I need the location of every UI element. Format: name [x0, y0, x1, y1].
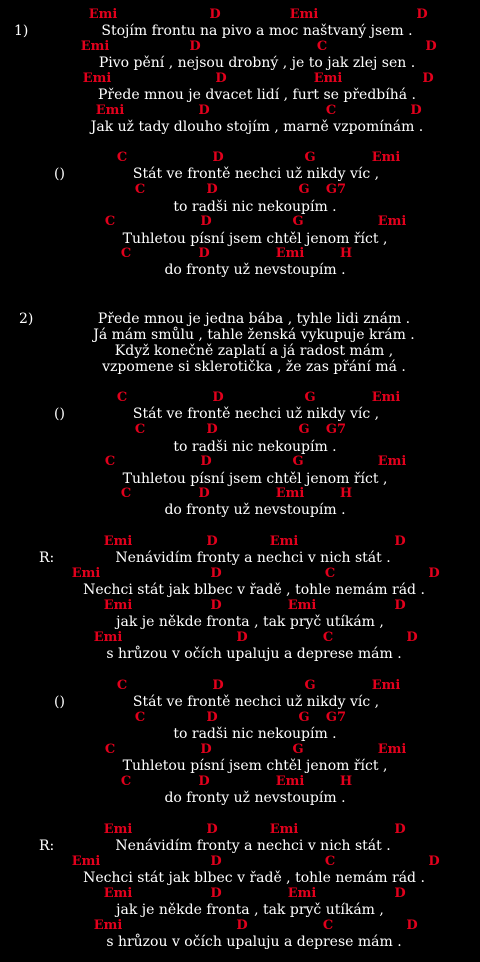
section-label: 2)	[19, 311, 34, 327]
chord-label: Emi	[88, 7, 118, 22]
lyric-line: Tuhletou písní jsem chtěl jenom říct ,	[122, 471, 388, 487]
chord-label: D	[200, 214, 212, 229]
chord-label: C	[324, 566, 336, 581]
chord-label: H	[339, 774, 353, 789]
chord-label: D	[422, 71, 434, 86]
chord-label: C	[322, 918, 334, 933]
lyric-line: Já mám smůlu , tahle ženská vykupuje krám .	[93, 327, 415, 343]
chord-label: Emi	[269, 534, 299, 549]
chord-label: D	[198, 246, 210, 261]
lyric-line: Nenávidím fronty a nechci v nich stát .	[115, 838, 391, 854]
chord-label: Emi	[371, 678, 401, 693]
chord-label: C	[322, 630, 334, 645]
chord-label: D	[189, 39, 201, 54]
chord-label: D	[210, 886, 222, 901]
chord-label: G	[292, 214, 304, 229]
chord-label: D	[212, 678, 224, 693]
chord-label: Emi	[377, 454, 407, 469]
chord-label: C	[116, 150, 128, 165]
chord-label: G	[304, 678, 316, 693]
chord-label: C	[104, 454, 116, 469]
chord-label: Emi	[371, 150, 401, 165]
lyric-line: Stát ve frontě nechci už nikdy víc ,	[132, 694, 380, 710]
chord-label: D	[209, 7, 221, 22]
chord-label: D	[406, 630, 418, 645]
lyric-line: do fronty už nevstoupím .	[164, 790, 346, 806]
lyric-line: Přede mnou je jedna bába , tyhle lidi znám .	[97, 311, 411, 327]
chord-label: G7	[325, 710, 347, 725]
chord-label: D	[198, 774, 210, 789]
chord-label: C	[104, 742, 116, 757]
chord-label: Emi	[103, 534, 133, 549]
chord-label: D	[210, 598, 222, 613]
chord-label: Emi	[93, 630, 123, 645]
lyric-line: s hrůzou v očích upaluju a deprese mám .	[106, 646, 402, 662]
chord-label: G	[298, 710, 310, 725]
lyric-line: do fronty už nevstoupím .	[164, 502, 346, 518]
chord-label: G	[292, 742, 304, 757]
chord-label: Emi	[71, 854, 101, 869]
chord-label: D	[428, 854, 440, 869]
chord-label: Emi	[287, 886, 317, 901]
chord-label: Emi	[93, 918, 123, 933]
chord-label: Emi	[71, 566, 101, 581]
chord-label: Emi	[275, 774, 305, 789]
chord-label: D	[394, 822, 406, 837]
chord-label: C	[104, 214, 116, 229]
chord-label: Emi	[371, 390, 401, 405]
chord-label: D	[428, 566, 440, 581]
chord-label: C	[134, 710, 146, 725]
chord-label: D	[206, 534, 218, 549]
lyric-line: Tuhletou písní jsem chtěl jenom říct ,	[122, 231, 388, 247]
chord-label: G	[298, 422, 310, 437]
chord-label: D	[212, 390, 224, 405]
lyric-line: Přede mnou je dvacet lidí , furt se předbíhá .	[97, 87, 417, 103]
chord-label: D	[198, 103, 210, 118]
chord-label: D	[410, 103, 422, 118]
section-label: ()	[54, 406, 65, 422]
chord-label: G	[304, 150, 316, 165]
lyric-line: Stojím frontu na pivo a moc naštvaný jsem .	[101, 23, 413, 39]
chord-label: Emi	[103, 886, 133, 901]
lyric-line: vzpomene si sklerotička , že zas přání má .	[102, 359, 406, 375]
lyric-line: do fronty už nevstoupím .	[164, 262, 346, 278]
chord-label: C	[116, 390, 128, 405]
chord-label: D	[210, 566, 222, 581]
chord-label: Emi	[275, 246, 305, 261]
chord-label: D	[206, 182, 218, 197]
chord-label: C	[134, 422, 146, 437]
chord-label: Emi	[82, 71, 112, 86]
chord-label: Emi	[95, 103, 125, 118]
chord-label: D	[206, 822, 218, 837]
chord-label: Emi	[275, 486, 305, 501]
lyric-line: to radši nic nekoupím .	[173, 199, 337, 215]
chord-label: Emi	[289, 7, 319, 22]
chord-label: Emi	[269, 822, 299, 837]
section-label: ()	[54, 166, 65, 182]
chord-label: D	[236, 918, 248, 933]
chord-label: Emi	[103, 598, 133, 613]
chord-label: H	[339, 486, 353, 501]
lyric-line: jak je někde fronta , tak pryč utíkám ,	[116, 614, 384, 630]
chord-label: D	[206, 710, 218, 725]
chord-label: G	[292, 454, 304, 469]
chord-label: Emi	[313, 71, 343, 86]
section-label: 1)	[14, 23, 29, 39]
chord-label: D	[210, 854, 222, 869]
chord-label: D	[394, 598, 406, 613]
chord-label: H	[339, 246, 353, 261]
chord-label: D	[200, 454, 212, 469]
chord-label: G7	[325, 182, 347, 197]
chord-label: D	[394, 886, 406, 901]
chord-label: Emi	[103, 822, 133, 837]
lyric-line: s hrůzou v očích upaluju a deprese mám .	[106, 934, 402, 950]
chord-label: D	[425, 39, 437, 54]
chord-label: C	[120, 246, 132, 261]
lyric-line: Stát ve frontě nechci už nikdy víc ,	[132, 166, 380, 182]
section-label: R:	[39, 550, 55, 566]
section-label: R:	[39, 838, 55, 854]
lyric-line: jak je někde fronta , tak pryč utíkám ,	[116, 902, 384, 918]
lyric-line: Tuhletou písní jsem chtěl jenom říct ,	[122, 758, 388, 774]
chord-label: C	[116, 678, 128, 693]
chord-label: D	[416, 7, 428, 22]
chord-label: D	[206, 422, 218, 437]
chord-label: D	[200, 742, 212, 757]
chord-label: D	[212, 150, 224, 165]
lyric-line: Stát ve frontě nechci už nikdy víc ,	[132, 406, 380, 422]
chord-label: Emi	[80, 39, 110, 54]
lyric-line: Jak už tady dlouho stojím , marně vzpomínám .	[90, 119, 424, 135]
lyric-line: to radši nic nekoupím .	[173, 726, 337, 742]
lyric-line: to radši nic nekoupím .	[173, 439, 337, 455]
chord-label: D	[198, 486, 210, 501]
lyric-line: Nechci stát jak blbec v řadě , tohle nemám rád .	[83, 582, 425, 598]
lyric-line: Pivo pění , nejsou drobný , je to jak zlej sen .	[98, 55, 416, 71]
lyric-line: Když konečně zaplatí a já radost mám ,	[114, 343, 394, 359]
chord-label: G7	[325, 422, 347, 437]
chord-label: C	[324, 854, 336, 869]
chord-label: D	[406, 918, 418, 933]
lyric-line: Nechci stát jak blbec v řadě , tohle nemám rád .	[83, 870, 425, 886]
section-label: ()	[54, 694, 65, 710]
chord-label: D	[215, 71, 227, 86]
chord-label: C	[134, 182, 146, 197]
chord-label: Emi	[377, 742, 407, 757]
chord-label: C	[120, 486, 132, 501]
lyric-line: Nenávidím fronty a nechci v nich stát .	[115, 550, 391, 566]
chord-label: C	[120, 774, 132, 789]
chord-label: Emi	[287, 598, 317, 613]
chord-label: C	[316, 39, 328, 54]
chord-label: G	[304, 390, 316, 405]
chord-label: D	[394, 534, 406, 549]
chord-label: Emi	[377, 214, 407, 229]
chord-label: G	[298, 182, 310, 197]
chord-label: C	[325, 103, 337, 118]
chord-label: D	[236, 630, 248, 645]
